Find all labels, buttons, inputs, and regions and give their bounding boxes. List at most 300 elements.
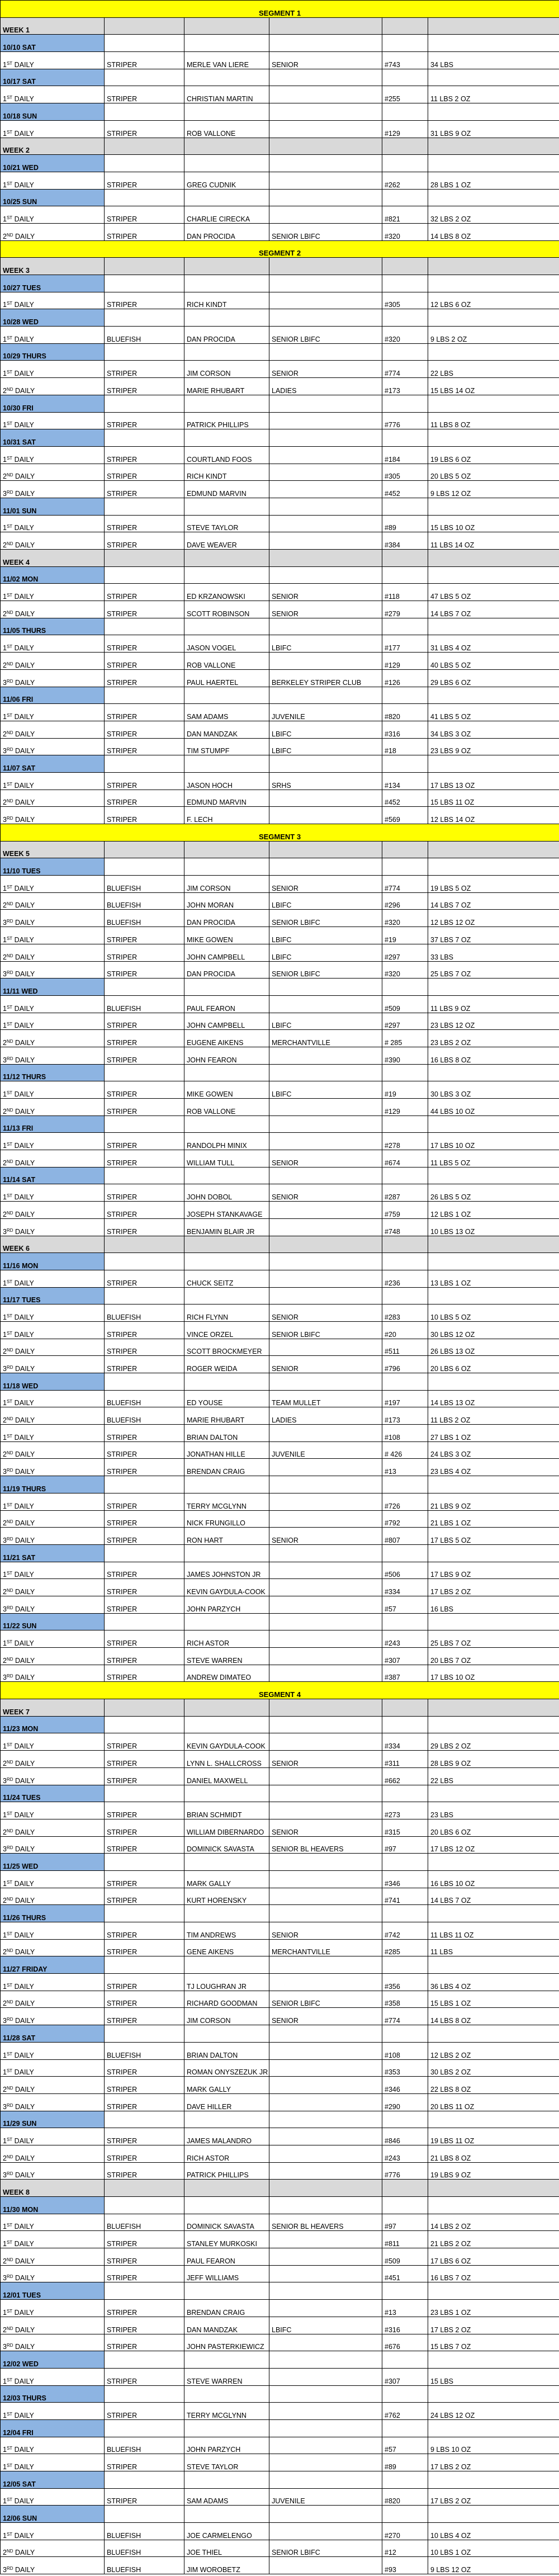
result-row — [1, 2454, 559, 2471]
place-cell: 1ST DAILY — [1, 515, 105, 532]
place-cell: 3RD DAILY — [1, 1767, 105, 1785]
date-label: 11/16 MON — [1, 1253, 105, 1270]
species-cell: BLUEFISH — [105, 2214, 184, 2231]
angler-cell: BRIAN SCHMIDT — [184, 1802, 269, 1819]
empty-cell — [428, 1854, 559, 1871]
result-row — [1, 1939, 559, 1956]
weight-cell: 19 LBS 6 OZ — [428, 446, 559, 464]
empty-cell — [428, 841, 559, 858]
division-cell — [269, 1630, 382, 1648]
weight-cell: 44 LBS 10 OZ — [428, 1099, 559, 1116]
weight-cell: 11 LBS 14 OZ — [428, 532, 559, 550]
place-cell: 2ND DAILY — [1, 892, 105, 910]
result-row — [1, 1218, 559, 1236]
result-row — [1, 1390, 559, 1407]
empty-cell — [269, 69, 382, 86]
division-cell: LBIFC — [269, 892, 382, 910]
species-cell: BLUEFISH — [105, 2540, 184, 2557]
weight-cell: 19 LBS 11 OZ — [428, 2128, 559, 2145]
species-cell: STRIPER — [105, 1870, 184, 1888]
angler-cell: NICK FRUNGILLO — [184, 1510, 269, 1528]
empty-cell — [269, 17, 382, 35]
entry-number-cell: #19 — [382, 1081, 428, 1099]
empty-cell — [269, 618, 382, 635]
entry-number-cell: #89 — [382, 515, 428, 532]
division-cell: SENIOR — [269, 601, 382, 618]
place-cell: 1ST DAILY — [1, 2300, 105, 2317]
empty-cell — [184, 841, 269, 858]
date-header-row — [1, 309, 559, 327]
weight-cell: 23 LBS 4 OZ — [428, 1459, 559, 1476]
weight-cell: 14 LBS 7 OZ — [428, 892, 559, 910]
result-row — [1, 2488, 559, 2506]
place-cell: 1ST DAILY — [1, 995, 105, 1013]
angler-cell: RICH KINDT — [184, 292, 269, 309]
weight-cell: 21 LBS 9 OZ — [428, 1493, 559, 1510]
entry-number-cell: #270 — [382, 2523, 428, 2540]
angler-cell: CHARLIE CIRECKA — [184, 206, 269, 224]
place-cell: 1ST DAILY — [1, 1425, 105, 1442]
empty-cell — [382, 1373, 428, 1391]
place-cell: 1ST DAILY — [1, 120, 105, 138]
division-cell: SENIOR LBIFC — [269, 2540, 382, 2557]
angler-cell: JEFF WILLIAMS — [184, 2265, 269, 2282]
division-cell — [269, 515, 382, 532]
division-cell — [269, 1459, 382, 1476]
weight-cell: 23 LBS 2 OZ — [428, 1030, 559, 1047]
date-header-row — [1, 35, 559, 52]
empty-cell — [428, 858, 559, 876]
division-cell: MERCHANTVILLE — [269, 1030, 382, 1047]
angler-cell: DAN MANDZAK — [184, 721, 269, 738]
result-row — [1, 910, 559, 927]
species-cell: STRIPER — [105, 361, 184, 378]
division-cell — [269, 2403, 382, 2420]
weight-cell: 20 LBS 5 OZ — [428, 464, 559, 481]
division-cell: SENIOR — [269, 52, 382, 69]
angler-cell: MERLE VAN LIERE — [184, 52, 269, 69]
empty-cell — [105, 1476, 184, 1493]
result-row — [1, 412, 559, 429]
empty-cell — [269, 755, 382, 773]
empty-cell — [269, 309, 382, 327]
place-cell: 2ND DAILY — [1, 223, 105, 240]
species-cell: STRIPER — [105, 1562, 184, 1579]
result-row — [1, 1562, 559, 1579]
angler-cell: JOE THIEL — [184, 2540, 269, 2557]
entry-number-cell: #283 — [382, 1304, 428, 1322]
entry-number-cell: #97 — [382, 2214, 428, 2231]
angler-cell: JOHN DOBOL — [184, 1184, 269, 1202]
place-cell: 2ND DAILY — [1, 1407, 105, 1425]
empty-cell — [382, 1956, 428, 1974]
empty-cell — [184, 755, 269, 773]
empty-cell — [269, 343, 382, 361]
result-row — [1, 892, 559, 910]
empty-cell — [105, 2197, 184, 2214]
result-row — [1, 1150, 559, 1168]
result-row — [1, 1870, 559, 1888]
species-cell: STRIPER — [105, 378, 184, 395]
empty-cell — [382, 138, 428, 155]
division-cell: SRHS — [269, 772, 382, 790]
empty-cell — [428, 155, 559, 172]
division-cell — [269, 2437, 382, 2454]
weight-cell: 22 LBS 8 OZ — [428, 2077, 559, 2094]
empty-cell — [184, 2471, 269, 2489]
place-cell: 1ST DAILY — [1, 772, 105, 790]
empty-cell — [269, 103, 382, 121]
empty-cell — [428, 35, 559, 52]
empty-cell — [105, 1956, 184, 1974]
place-cell: 2ND DAILY — [1, 1441, 105, 1459]
species-cell: STRIPER — [105, 2093, 184, 2111]
entry-number-cell: #776 — [382, 2162, 428, 2180]
angler-cell: SAM ADAMS — [184, 704, 269, 721]
week-label: WEEK 5 — [1, 841, 105, 858]
result-row — [1, 1425, 559, 1442]
place-cell: 3RD DAILY — [1, 2093, 105, 2111]
empty-cell — [382, 687, 428, 704]
empty-cell — [269, 1287, 382, 1304]
empty-cell — [382, 1854, 428, 1871]
angler-cell: RICH FLYNN — [184, 1304, 269, 1322]
date-header-row — [1, 1287, 559, 1304]
empty-cell — [269, 2385, 382, 2403]
result-row — [1, 1030, 559, 1047]
empty-cell — [428, 343, 559, 361]
date-label: 10/18 SUN — [1, 103, 105, 121]
week-label: WEEK 7 — [1, 1699, 105, 1717]
weight-cell: 20 LBS 11 OZ — [428, 2093, 559, 2111]
division-cell — [269, 1270, 382, 1287]
result-row — [1, 1407, 559, 1425]
date-header-row — [1, 155, 559, 172]
entry-number-cell: #236 — [382, 1270, 428, 1287]
empty-cell — [428, 2111, 559, 2128]
entry-number-cell: #118 — [382, 584, 428, 601]
place-cell: 3RD DAILY — [1, 2334, 105, 2351]
empty-cell — [428, 1544, 559, 1562]
weight-cell: 11 LBS 2 OZ — [428, 86, 559, 103]
place-cell: 3RD DAILY — [1, 2008, 105, 2025]
weight-cell: 21 LBS 2 OZ — [428, 2231, 559, 2248]
empty-cell — [105, 2180, 184, 2197]
division-cell — [269, 1133, 382, 1150]
place-cell: 3RD DAILY — [1, 1596, 105, 1613]
division-cell — [269, 1767, 382, 1785]
angler-cell: TERRY MCGLYNN — [184, 2403, 269, 2420]
angler-cell: MIKE GOWEN — [184, 927, 269, 944]
place-cell: 1ST DAILY — [1, 2231, 105, 2248]
place-cell: 1ST DAILY — [1, 86, 105, 103]
weight-cell: 37 LBS 7 OZ — [428, 927, 559, 944]
place-cell: 3RD DAILY — [1, 1459, 105, 1476]
result-row — [1, 2523, 559, 2540]
empty-cell — [428, 687, 559, 704]
division-cell — [269, 1665, 382, 1682]
empty-cell — [184, 1373, 269, 1391]
empty-cell — [105, 498, 184, 515]
place-cell: 3RD DAILY — [1, 1528, 105, 1545]
result-row — [1, 1099, 559, 1116]
empty-cell — [105, 1785, 184, 1802]
segment-header-row — [1, 240, 559, 258]
empty-cell — [382, 2111, 428, 2128]
place-cell: 3RD DAILY — [1, 2265, 105, 2282]
entry-number-cell: #57 — [382, 1596, 428, 1613]
species-cell: STRIPER — [105, 2368, 184, 2385]
empty-cell — [269, 138, 382, 155]
place-cell: 3RD DAILY — [1, 2162, 105, 2180]
empty-cell — [184, 1785, 269, 1802]
place-cell: 1ST DAILY — [1, 292, 105, 309]
place-cell: 1ST DAILY — [1, 361, 105, 378]
species-cell: STRIPER — [105, 446, 184, 464]
result-row — [1, 223, 559, 240]
result-row — [1, 1991, 559, 2008]
result-row — [1, 1510, 559, 1528]
place-cell: 2ND DAILY — [1, 653, 105, 670]
place-cell: 1ST DAILY — [1, 635, 105, 653]
species-cell: STRIPER — [105, 1922, 184, 1940]
place-cell: 1ST DAILY — [1, 2368, 105, 2385]
weight-cell: 17 LBS 2 OZ — [428, 2488, 559, 2506]
species-cell: STRIPER — [105, 292, 184, 309]
empty-cell — [105, 395, 184, 412]
angler-cell: JAMES JOHNSTON JR — [184, 1562, 269, 1579]
weight-cell: 19 LBS 9 OZ — [428, 2162, 559, 2180]
entry-number-cell: #320 — [382, 223, 428, 240]
species-cell: STRIPER — [105, 2008, 184, 2025]
empty-cell — [382, 1785, 428, 1802]
species-cell: STRIPER — [105, 1751, 184, 1768]
entry-number-cell: #173 — [382, 378, 428, 395]
place-cell: 1ST DAILY — [1, 2403, 105, 2420]
weight-cell: 9 LBS 12 OZ — [428, 2557, 559, 2574]
empty-cell — [269, 1905, 382, 1922]
result-row — [1, 2540, 559, 2557]
entry-number-cell: #452 — [382, 481, 428, 498]
empty-cell — [105, 309, 184, 327]
empty-cell — [105, 687, 184, 704]
result-row — [1, 2300, 559, 2317]
empty-cell — [382, 2385, 428, 2403]
entry-number-cell: #89 — [382, 2454, 428, 2471]
result-row — [1, 2059, 559, 2077]
weight-cell: 27 LBS 1 OZ — [428, 1425, 559, 1442]
division-cell: SENIOR — [269, 584, 382, 601]
entry-number-cell: #262 — [382, 172, 428, 189]
segment-header-row — [1, 1, 559, 18]
empty-cell — [269, 1064, 382, 1081]
result-row — [1, 772, 559, 790]
species-cell: STRIPER — [105, 532, 184, 550]
result-row — [1, 1665, 559, 1682]
entry-number-cell: #356 — [382, 1974, 428, 1991]
empty-cell — [428, 1613, 559, 1630]
weight-cell: 32 LBS 2 OZ — [428, 206, 559, 224]
place-cell: 2ND DAILY — [1, 2248, 105, 2266]
place-cell: 2ND DAILY — [1, 1579, 105, 1596]
species-cell: STRIPER — [105, 2248, 184, 2266]
date-header-row — [1, 2282, 559, 2300]
empty-cell — [184, 258, 269, 275]
division-cell — [269, 120, 382, 138]
empty-cell — [382, 1236, 428, 1253]
place-cell: 2ND DAILY — [1, 464, 105, 481]
empty-cell — [105, 138, 184, 155]
species-cell: STRIPER — [105, 669, 184, 687]
place-cell: 1ST DAILY — [1, 206, 105, 224]
entry-number-cell: #18 — [382, 738, 428, 755]
date-label: 11/21 SAT — [1, 1544, 105, 1562]
species-cell: STRIPER — [105, 721, 184, 738]
angler-cell: DAN PROCIDA — [184, 327, 269, 344]
division-cell: LBIFC — [269, 721, 382, 738]
species-cell: STRIPER — [105, 1767, 184, 1785]
species-cell: STRIPER — [105, 2145, 184, 2162]
weight-cell: 17 LBS 12 OZ — [428, 1836, 559, 1854]
empty-cell — [184, 275, 269, 292]
place-cell: 3RD DAILY — [1, 961, 105, 979]
entry-number-cell: #743 — [382, 52, 428, 69]
species-cell: STRIPER — [105, 1630, 184, 1648]
empty-cell — [184, 309, 269, 327]
place-cell: 1ST DAILY — [1, 1184, 105, 1202]
angler-cell: VINCE ORZEL — [184, 1321, 269, 1339]
species-cell: STRIPER — [105, 738, 184, 755]
week-header-row — [1, 1236, 559, 1253]
species-cell: STRIPER — [105, 2454, 184, 2471]
place-cell: 1ST DAILY — [1, 1013, 105, 1030]
date-header-row — [1, 103, 559, 121]
angler-cell: KEVIN GAYDULA-COOK — [184, 1579, 269, 1596]
angler-cell: STEVE TAYLOR — [184, 2454, 269, 2471]
angler-cell: BRIAN DALTON — [184, 1425, 269, 1442]
empty-cell — [105, 1373, 184, 1391]
empty-cell — [428, 189, 559, 206]
species-cell: STRIPER — [105, 1184, 184, 1202]
division-cell: MERCHANTVILLE — [269, 1939, 382, 1956]
result-row — [1, 584, 559, 601]
division-cell — [269, 1802, 382, 1819]
empty-cell — [428, 2351, 559, 2369]
date-header-row — [1, 618, 559, 635]
division-cell — [269, 2231, 382, 2248]
angler-cell: STEVE WARREN — [184, 2368, 269, 2385]
date-header-row — [1, 2111, 559, 2128]
empty-cell — [382, 566, 428, 584]
division-cell: SENIOR — [269, 1150, 382, 1168]
place-cell: 1ST DAILY — [1, 2128, 105, 2145]
species-cell: STRIPER — [105, 944, 184, 961]
division-cell — [269, 481, 382, 498]
empty-cell — [269, 1116, 382, 1133]
date-header-row — [1, 1373, 559, 1391]
weight-cell: 10 LBS 13 OZ — [428, 1218, 559, 1236]
entry-number-cell: #278 — [382, 1133, 428, 1150]
weight-cell: 20 LBS 6 OZ — [428, 1356, 559, 1373]
empty-cell — [428, 2506, 559, 2523]
species-cell: STRIPER — [105, 1047, 184, 1064]
entry-number-cell: #57 — [382, 2437, 428, 2454]
date-label: 11/23 MON — [1, 1716, 105, 1733]
weight-cell: 16 LBS 8 OZ — [428, 1047, 559, 1064]
result-row — [1, 1202, 559, 1219]
division-cell: SENIOR LBIFC — [269, 961, 382, 979]
empty-cell — [428, 2180, 559, 2197]
result-row — [1, 1493, 559, 1510]
place-cell: 2ND DAILY — [1, 532, 105, 550]
result-row — [1, 1133, 559, 1150]
place-cell: 1ST DAILY — [1, 446, 105, 464]
date-header-row — [1, 1544, 559, 1562]
result-row — [1, 1836, 559, 1854]
empty-cell — [382, 275, 428, 292]
weight-cell: 17 LBS 9 OZ — [428, 1562, 559, 1579]
empty-cell — [382, 1613, 428, 1630]
result-row — [1, 2403, 559, 2420]
species-cell: STRIPER — [105, 1081, 184, 1099]
weight-cell: 17 LBS 5 OZ — [428, 1528, 559, 1545]
division-cell — [269, 807, 382, 824]
species-cell: STRIPER — [105, 1579, 184, 1596]
empty-cell — [428, 550, 559, 567]
weight-cell: 14 LBS 2 OZ — [428, 2214, 559, 2231]
place-cell: 3RD DAILY — [1, 910, 105, 927]
weight-cell: 16 LBS 7 OZ — [428, 2265, 559, 2282]
weight-cell: 17 LBS 2 OZ — [428, 2454, 559, 2471]
empty-cell — [428, 1905, 559, 1922]
date-header-row — [1, 1613, 559, 1630]
division-cell — [269, 2145, 382, 2162]
empty-cell — [382, 550, 428, 567]
empty-cell — [105, 1544, 184, 1562]
date-header-row — [1, 2197, 559, 2214]
empty-cell — [382, 35, 428, 52]
species-cell: BLUEFISH — [105, 2523, 184, 2540]
weight-cell: 10 LBS 1 OZ — [428, 2540, 559, 2557]
weight-cell: 29 LBS 6 OZ — [428, 669, 559, 687]
species-cell: BLUEFISH — [105, 2437, 184, 2454]
empty-cell — [184, 1613, 269, 1630]
species-cell: STRIPER — [105, 961, 184, 979]
division-cell — [269, 172, 382, 189]
angler-cell: STEVE TAYLOR — [184, 515, 269, 532]
species-cell: BLUEFISH — [105, 876, 184, 893]
result-row — [1, 1270, 559, 1287]
result-row — [1, 1751, 559, 1768]
date-header-row — [1, 1064, 559, 1081]
division-cell — [269, 790, 382, 807]
entry-number-cell: #19 — [382, 927, 428, 944]
empty-cell — [382, 979, 428, 996]
entry-number-cell: #108 — [382, 2042, 428, 2059]
date-header-row — [1, 1785, 559, 1802]
angler-cell: DAVE HILLER — [184, 2093, 269, 2111]
empty-cell — [382, 1064, 428, 1081]
weight-cell: 26 LBS 5 OZ — [428, 1184, 559, 1202]
place-cell: 2ND DAILY — [1, 1030, 105, 1047]
weight-cell: 19 LBS 5 OZ — [428, 876, 559, 893]
result-row — [1, 1922, 559, 1940]
angler-cell: TIM STUMPF — [184, 738, 269, 755]
division-cell — [269, 2368, 382, 2385]
species-cell: STRIPER — [105, 2334, 184, 2351]
entry-number-cell: #279 — [382, 601, 428, 618]
empty-cell — [184, 858, 269, 876]
